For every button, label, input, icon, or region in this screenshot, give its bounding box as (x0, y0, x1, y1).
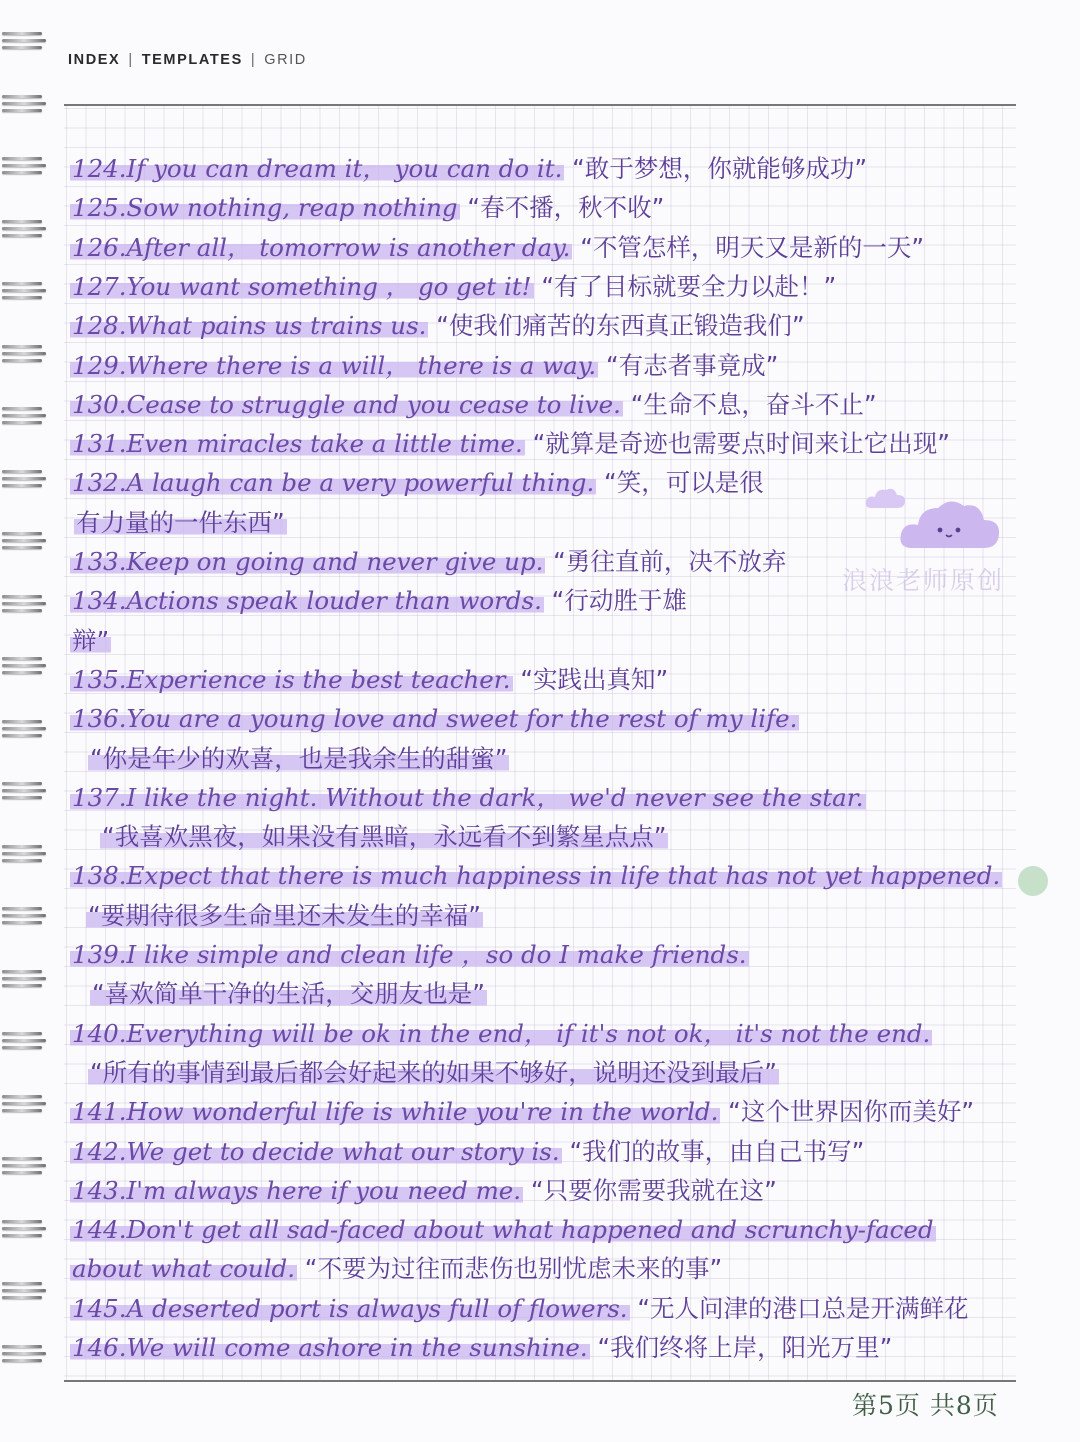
binding-wire (2, 727, 46, 730)
binding-wire (2, 1220, 42, 1223)
chinese-translation: “春不播，秋不收” (459, 193, 665, 223)
english-quote: 137.I like the night. Without the dark， we'd never see the star. (72, 782, 864, 812)
binding-wire (2, 789, 46, 792)
quote-line (70, 348, 778, 384)
binding-wire (2, 532, 42, 535)
page-number: 第5页 共8页 (852, 1391, 999, 1420)
chinese-translation: “有了目标就要全力以赴！” (533, 271, 837, 301)
english-quote: 142.We get to decide what our story is. (72, 1136, 560, 1166)
quote-line (70, 1173, 777, 1209)
highlighter-mark (86, 901, 483, 930)
chinese-translation: 辩” (72, 625, 110, 655)
binding-wire (2, 470, 42, 473)
binding-wire (2, 171, 42, 174)
highlighter-mark (70, 390, 623, 419)
english-quote: 144.Don't get all sad-faced about what happened and scrunchy-faced (72, 1215, 934, 1245)
binding-wire (2, 345, 42, 348)
chinese-translation: “行动胜于雄 (543, 586, 687, 616)
binding-wire (2, 289, 46, 292)
highlighter-mark (70, 626, 111, 655)
binding-wire (2, 414, 46, 417)
chinese-translation: “使我们痛苦的东西真正锻造我们” (428, 311, 805, 341)
nav-separator: | (128, 52, 134, 68)
english-quote: 138.Expect that there is much happiness in life that has not yet happened. (72, 861, 1001, 891)
binding-wire (2, 664, 46, 667)
binding-ring (2, 32, 46, 54)
highlighter-mark (70, 1019, 932, 1048)
highlighter-mark (70, 1176, 523, 1205)
binding-ring (2, 1345, 46, 1367)
chinese-translation: “所有的事情到最后都会好起来的如果不够好，说明还没到最后” (90, 1057, 777, 1087)
quote-line (70, 151, 867, 187)
binding-wire (2, 977, 46, 980)
chinese-translation: “我们终将上岸，阳光万里” (589, 1333, 893, 1362)
chinese-translation: “实践出真知” (512, 664, 669, 694)
highlighter-mark (70, 547, 545, 576)
binding-wire (2, 914, 46, 917)
binding-ring (2, 345, 46, 367)
binding-wire (2, 220, 42, 223)
english-quote: 134.Actions speak louder than words. (72, 586, 542, 616)
highlighter-mark (70, 1294, 630, 1323)
binding-wire (2, 157, 42, 160)
binding-ring (2, 595, 46, 617)
highlighter-mark (70, 351, 598, 380)
chinese-translation: “生命不息，奋斗不止” (622, 389, 877, 419)
quote-line (70, 230, 924, 266)
chinese-translation: “这个世界因你而美好” (720, 1097, 975, 1127)
binding-wire (2, 227, 46, 230)
highlighter-mark (70, 861, 1002, 890)
binding-wire (2, 782, 42, 785)
binding-ring (2, 157, 46, 179)
highlighter-mark (70, 1215, 936, 1244)
binding-wire (2, 109, 42, 112)
binding-wire (2, 970, 42, 973)
highlighter-mark (70, 1254, 297, 1283)
highlighter-mark (70, 1333, 590, 1362)
english-quote: 124.If you can dream it， you can do it. (72, 154, 563, 183)
chinese-translation: “不要为过往而悲伤也别忧虑未来的事” (297, 1254, 723, 1284)
binding-wire (2, 421, 42, 424)
binding-wire (2, 484, 42, 487)
highlighter-mark (70, 665, 513, 694)
chinese-translation: “我们的故事，由自己书写” (561, 1136, 865, 1166)
highlighter-mark (70, 704, 799, 733)
binding-ring (2, 532, 46, 554)
english-quote: 128.What pains us trains us. (72, 311, 427, 341)
binding-wire (2, 1359, 42, 1362)
highlighter-mark (88, 744, 509, 773)
quote-line (70, 1291, 969, 1327)
highlighter-mark (70, 586, 544, 615)
binding-wire (2, 164, 46, 167)
chinese-translation: 有力量的一件东西” (76, 507, 285, 537)
highlighter-mark (88, 1058, 779, 1087)
binding-wire (2, 734, 42, 737)
spiral-binding (0, 30, 50, 1430)
binding-wire (2, 539, 46, 542)
highlighter-mark (100, 822, 668, 851)
highlighter-mark (70, 154, 564, 183)
english-quote: 146.We will come ashore in the sunshine. (72, 1333, 588, 1362)
english-quote: 133.Keep on going and never give up. (72, 547, 544, 576)
binding-wire (2, 282, 42, 285)
chinese-translation: “就算是奇迹也需要点时间来让它出现” (524, 429, 950, 459)
binding-wire (2, 32, 42, 35)
binding-wire (2, 407, 42, 410)
quote-line (70, 426, 950, 462)
quote-line (70, 662, 668, 698)
nav-separator: | (250, 52, 257, 68)
bottom-rule (64, 1380, 1016, 1382)
quote-line (88, 741, 509, 777)
binding-wire (2, 1102, 46, 1105)
binding-wire (2, 39, 46, 42)
binding-wire (2, 102, 46, 105)
binding-wire (2, 1095, 42, 1098)
highlighter-mark (70, 1097, 720, 1126)
right-margin-band (1016, 0, 1080, 1442)
binding-wire (2, 1227, 46, 1230)
binding-wire (2, 1157, 42, 1160)
binding-wire (2, 46, 42, 49)
binding-ring (2, 720, 46, 742)
binding-wire (2, 602, 46, 605)
binding-wire (2, 1234, 42, 1237)
english-quote: 131.Even miracles take a little time. (72, 429, 523, 459)
binding-wire (2, 1046, 42, 1049)
english-quote: 136.You are a young love and sweet for the rest of my life. (72, 704, 798, 734)
binding-wire (2, 1289, 46, 1292)
top-rule (64, 104, 1016, 106)
english-quote: 145.A deserted port is always full of flowers. (72, 1293, 628, 1323)
chinese-translation: “我喜欢黑夜，如果没有黑暗，永远看不到繁星点点” (102, 822, 667, 852)
binding-wire (2, 95, 42, 98)
binding-ring (2, 970, 46, 992)
chinese-translation: “无人问津的港口总是开满鲜花 (629, 1293, 969, 1323)
binding-wire (2, 921, 42, 924)
binding-wire (2, 359, 42, 362)
binding-wire (2, 1032, 42, 1035)
quote-line (70, 1016, 932, 1052)
watermark: 浪浪老师原创 (842, 566, 1005, 595)
quote-line (88, 1055, 779, 1091)
highlighter-mark (70, 272, 534, 301)
chinese-translation: “有志者事竟成” (598, 350, 779, 380)
highlighter-mark (70, 193, 460, 222)
binding-wire (2, 657, 42, 660)
chinese-translation: “喜欢简单干净的生活，交朋友也是” (92, 979, 485, 1009)
binding-wire (2, 1352, 46, 1355)
quote-line (70, 1330, 892, 1366)
quote-line (70, 1134, 864, 1170)
nav-templates[interactable]: TEMPLATES (141, 52, 243, 68)
binding-ring (2, 470, 46, 492)
quote-line (70, 1251, 722, 1287)
binding-wire (2, 984, 42, 987)
quote-line (70, 780, 866, 816)
chinese-translation: “勇往直前，决不放弃 (545, 547, 787, 576)
english-quote: 126.After all， tomorrow is another day. (72, 232, 571, 262)
nav-index[interactable]: INDEX (68, 52, 121, 68)
highlighter-mark (74, 508, 287, 537)
cloud-face-icon (898, 494, 1002, 554)
english-quote: 141.How wonderful life is while you're in the world. (72, 1097, 719, 1127)
english-quote: 143.I'm always here if you need me. (72, 1175, 522, 1205)
binding-wire (2, 234, 42, 237)
binding-wire (2, 1171, 42, 1174)
english-quote: 135.Experience is the best teacher. (72, 664, 511, 694)
chinese-translation: “不管怎样，明天又是新的一天” (572, 232, 925, 262)
binding-wire (2, 595, 42, 598)
binding-wire (2, 1345, 42, 1348)
english-quote: 127.You want something ， go get it! (72, 271, 532, 301)
highlighter-mark (90, 979, 487, 1008)
breadcrumb (68, 52, 307, 68)
highlighter-mark (70, 311, 428, 340)
binding-wire (2, 859, 42, 862)
quote-line (70, 465, 764, 501)
binding-ring (2, 845, 46, 867)
binding-wire (2, 352, 46, 355)
quote-line (70, 269, 836, 305)
highlighter-mark (70, 468, 596, 497)
highlighter-mark (70, 940, 749, 969)
binding-wire (2, 296, 42, 299)
quote-line (70, 583, 687, 619)
binding-wire (2, 796, 42, 799)
quote-line (90, 976, 487, 1012)
english-quote: 125.Sow nothing, reap nothing (72, 193, 458, 223)
binding-ring (2, 782, 46, 804)
quote-line (70, 701, 799, 737)
chinese-translation: “敢于梦想，你就能够成功” (564, 154, 868, 183)
binding-ring (2, 1282, 46, 1304)
binding-wire (2, 546, 42, 549)
chinese-translation: “要期待很多生命里还未发生的幸福” (88, 900, 481, 930)
quote-line (70, 387, 877, 423)
english-quote: 140.Everything will be ok in the end， if it's not ok， it's not the end. (72, 1018, 931, 1048)
quote-line (70, 858, 1002, 894)
quote-line (70, 544, 786, 580)
english-quote: 139.I like simple and clean life ，so do I make friends. (72, 940, 747, 969)
binding-wire (2, 1282, 42, 1285)
binding-ring (2, 407, 46, 429)
chinese-translation: “你是年少的欢喜，也是我余生的甜蜜” (90, 743, 508, 773)
quote-line (86, 898, 483, 934)
binding-wire (2, 720, 42, 723)
green-highlight-dot (1018, 866, 1048, 896)
quote-line (70, 308, 805, 344)
highlighter-mark (70, 233, 572, 262)
binding-ring (2, 1095, 46, 1117)
binding-wire (2, 1296, 42, 1299)
english-quote: 130.Cease to struggle and you cease to live. (72, 389, 621, 419)
binding-wire (2, 1164, 46, 1167)
english-quote: 132.A laugh can be a very powerful thing. (72, 468, 595, 498)
binding-wire (2, 845, 42, 848)
highlighter-mark (70, 429, 525, 458)
binding-ring (2, 220, 46, 242)
highlighter-mark (70, 783, 866, 812)
binding-ring (2, 95, 46, 117)
binding-ring (2, 1157, 46, 1179)
english-quote: 129.Where there is a will， there is a way. (72, 350, 597, 380)
quote-line (100, 819, 668, 855)
quote-line (70, 1212, 936, 1248)
quote-line (70, 190, 664, 226)
quote-line (74, 505, 287, 541)
chinese-translation: “笑，可以是很 (596, 468, 764, 498)
binding-wire (2, 671, 42, 674)
binding-ring (2, 657, 46, 679)
binding-ring (2, 1032, 46, 1054)
chinese-translation: “只要你需要我就在这” (523, 1175, 777, 1205)
quote-line (70, 623, 111, 659)
english-quote: about what could. (72, 1254, 296, 1284)
quote-line (70, 1094, 974, 1130)
binding-wire (2, 477, 46, 480)
highlighter-mark (70, 1137, 562, 1166)
quote-line (70, 937, 749, 973)
binding-ring (2, 282, 46, 304)
binding-wire (2, 852, 46, 855)
binding-wire (2, 1039, 46, 1042)
binding-ring (2, 1220, 46, 1242)
binding-wire (2, 1109, 42, 1112)
nav-grid[interactable]: GRID (264, 52, 307, 68)
binding-wire (2, 907, 42, 910)
binding-ring (2, 907, 46, 929)
binding-wire (2, 609, 42, 612)
